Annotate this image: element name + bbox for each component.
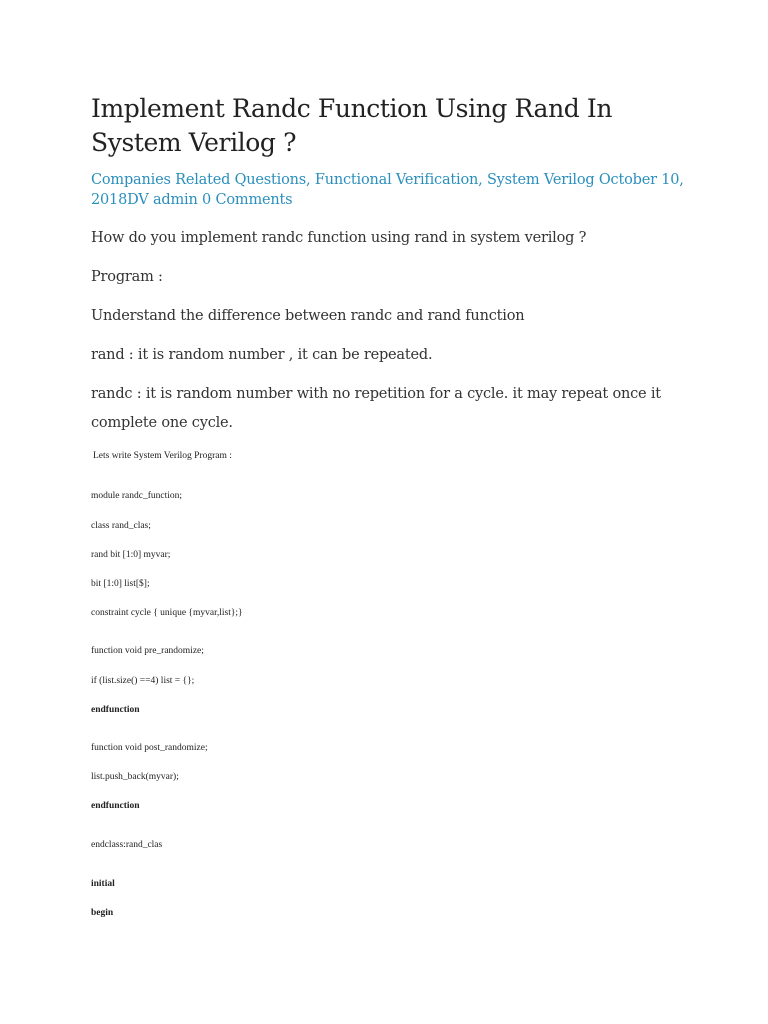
- difference-paragraph: Understand the difference between randc and rand function: [91, 308, 525, 324]
- post-meta: Companies Related Questions, Functional Verification, System Verilog October 10, 2018DV admin 0 Comments: [91, 172, 684, 208]
- code-line: rand bit [1:0] myvar;: [91, 550, 171, 560]
- category-link-system-verilog[interactable]: System Verilog: [486, 172, 595, 188]
- code-line: constraint cycle { unique {myvar,list};}: [91, 608, 243, 618]
- code-line: initial: [91, 879, 115, 889]
- code-line: if (list.size() ==4) list = {};: [91, 676, 195, 686]
- author-link[interactable]: DV admin: [127, 192, 198, 208]
- code-block: [91, 0, 691, 1024]
- article-title: Implement Randc Function Using Rand In System Verilog ?: [91, 94, 613, 157]
- comments-link[interactable]: 0 Comments: [202, 192, 293, 208]
- code-line: endfunction: [91, 801, 140, 811]
- program-label: Program :: [91, 269, 163, 285]
- code-line: module randc_function;: [91, 491, 183, 501]
- code-line: function void pre_randomize;: [91, 646, 204, 656]
- code-line: class rand_clas;: [91, 521, 151, 531]
- rand-definition: rand : it is random number , it can be repeated.: [91, 347, 433, 363]
- code-intro: Lets write System Verilog Program :: [93, 451, 232, 461]
- question-paragraph: How do you implement randc function using rand in system verilog ?: [91, 230, 587, 246]
- code-line: list.push_back(myvar);: [91, 772, 179, 782]
- category-link-functional-verification[interactable]: Functional Verification: [314, 172, 479, 188]
- code-line: function void post_randomize;: [91, 743, 208, 753]
- code-line: endclass:rand_clas: [91, 840, 163, 850]
- code-line: bit [1:0] list[$];: [91, 579, 150, 589]
- code-line: endfunction: [91, 705, 140, 715]
- category-link-companies[interactable]: Companies Related Questions: [91, 172, 307, 188]
- code-line: begin: [91, 908, 114, 918]
- randc-definition: randc : it is random number with no repetition for a cycle. it may repeat once it complete one cycle.: [91, 386, 661, 431]
- post-date-link[interactable]: October 10, 2018: [91, 172, 684, 208]
